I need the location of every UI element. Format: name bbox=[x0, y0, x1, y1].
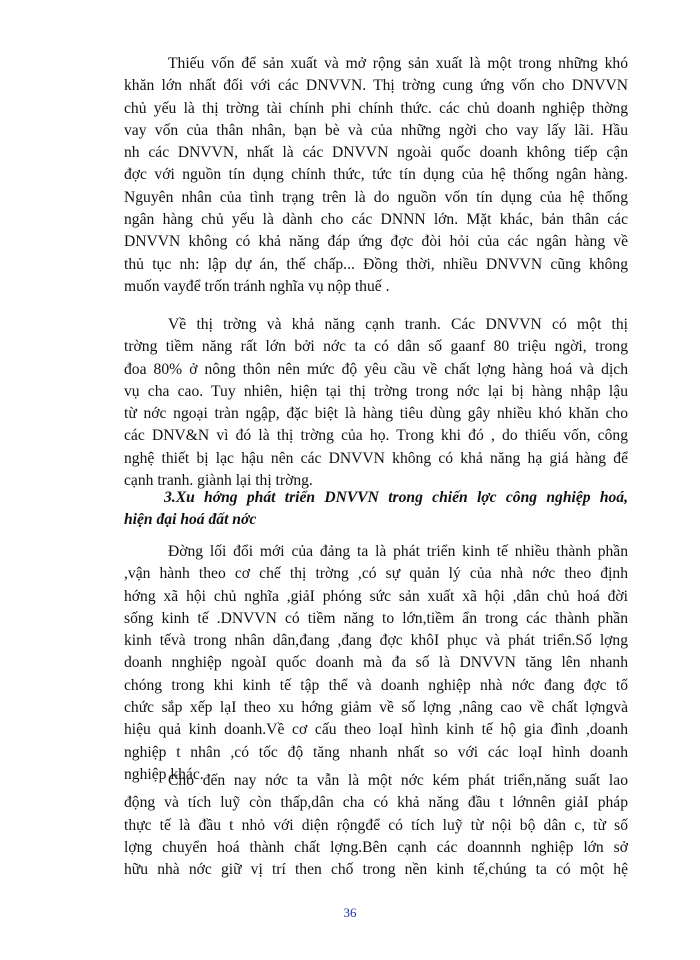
text-line: hữu nhà nớc giữ vị trí then chố trong nền kinh tế,chúng ta có một hệ bbox=[124, 861, 628, 879]
text-line: nghiệp khác. bbox=[124, 765, 204, 783]
text-line: hiệu quả kinh doanh.Về cơ cấu theo loạI hình kinh tế hộ gia đình ,doanh bbox=[124, 721, 628, 739]
text-line: các DNV&N vì đó là thị trờng của họ. Trong khi đó , do thiếu vốn, công bbox=[124, 427, 628, 445]
text-line: doanh nnghiệp ngoàI quốc doanh mà đa số là DNVVN tăng lên nhanh bbox=[124, 654, 628, 672]
text-line: vay vốn của thân nhân, bạn bè và của những ngời cho vay lấy lãi. Hầu bbox=[124, 121, 628, 139]
page-number: 36 bbox=[343, 905, 357, 920]
text-line: ngân hàng chủ yếu là dành cho các DNNN lớn. Mặt khác, bản thân các bbox=[124, 211, 628, 229]
text-line: động và tích luỹ còn thấp,dân cha có khả năng đầu t lớnnên giảI pháp bbox=[124, 794, 628, 812]
text-line: vụ cha cao. Tuy nhiên, hiện tại thị trờng trong nớc lại bị hàng nhập lậu bbox=[124, 382, 628, 400]
paragraph-renovation-policy bbox=[124, 541, 628, 786]
heading-line: hiện đại hoá đất nớc bbox=[124, 511, 257, 529]
text-line: kinh tếvà trong nhân dân,đang ,đang đợc khôI phục và phát triển.Số lợng bbox=[124, 632, 628, 650]
text-line: lợng chuyển hoá thành chất lợng.Bên cạnh các doannnh nghiệp lớn sở bbox=[124, 838, 628, 856]
text-line: thực tế là đầu t nhỏ với diện rộngđể có tích luỹ từ nội bộ dân c, từ số bbox=[124, 816, 628, 834]
heading-line: 3.Xu hớng phát triển DNVVN trong chiến lợc công nghiệp hoá, bbox=[164, 489, 628, 506]
text-line: Thiếu vốn để sản xuất và mở rộng sản xuất là một trong những khó bbox=[168, 55, 628, 72]
text-line: đợc với nguồn tín dụng chính thức, tức tín dụng của hệ thống ngân hàng. bbox=[124, 166, 628, 184]
text-line: cạnh tranh. giành lại thị trờng. bbox=[124, 472, 313, 490]
text-line: muốn vayđể trốn tránh nghĩa vụ nộp thuế . bbox=[124, 277, 390, 295]
text-line: thủ tục nh: lập dự án, thế chấp... Đồng thời, nhiều DNVVN cũng không bbox=[124, 255, 628, 273]
text-line: nghệ thiết bị lạc hậu nên các DNVVN không có khả năng hạ giá hàng để bbox=[124, 449, 628, 467]
text-line: nh các DNVVN, nhất là các DNVVN ngoài quốc doanh không tiếp cận bbox=[124, 144, 628, 162]
text-line: từ nớc ngoại tràn ngập, đặc biệt là hàng tiêu dùng gây nhiều khó khăn cho bbox=[124, 405, 628, 423]
paragraph-capital-shortage bbox=[124, 53, 628, 298]
text-line: nghiệp t nhân ,có tốc độ tăng nhanh nhất so với các loạI hình doanh bbox=[124, 743, 628, 761]
text-line: Nguyên nhân của tình trạng trên là do nguồn vốn tín dụng của hệ thống bbox=[124, 188, 628, 206]
text-line: ,vận hành theo cơ chế thị trờng ,có sự quản lý của nhà nớc theo định bbox=[124, 565, 628, 583]
paragraph-development-status bbox=[124, 770, 628, 881]
paragraph-market-competition bbox=[124, 314, 628, 492]
text-line: trờng tiềm năng rất lớn bởi nớc ta có dân số gaanf 80 triệu ngời, trong bbox=[124, 338, 628, 356]
section-heading bbox=[124, 487, 628, 532]
text-line: Về thị trờng và khả năng cạnh tranh. Các DNVVN có một thị bbox=[168, 316, 628, 333]
text-line: DNVVN không có khả năng đáp ứng đợc đòi hỏi của các ngân hàng về bbox=[124, 233, 628, 251]
text-line: chức sắp xếp lạI theo xu hớng giảm về số lợng ,nâng cao về chất lợngvà bbox=[124, 699, 628, 717]
text-line: Cho đến nay nớc ta vẫn là một nớc kém phát triển,năng suất lao bbox=[168, 772, 628, 789]
text-line: đoa 80% ở nông thôn nên mức độ yêu cầu về chất lợng hàng hoá và dịch bbox=[124, 360, 628, 378]
text-line: hớng xã hội chủ nghĩa ,giảI phóng sức sản xuất xã hội ,dân chủ hoá đời bbox=[124, 587, 628, 605]
text-line: sống kinh tế .DNVVN có tiềm năng to lớn,tiềm ẩn trong các thành phần bbox=[124, 609, 628, 627]
text-line: khăn lớn nhất đối với các DNVVN. Thị trờng cung ứng vốn cho DNVVN bbox=[124, 77, 628, 95]
text-line: chóng trong khi kinh tế tập thể và doanh nghiệp nhà nớc đang đợc tổ bbox=[124, 676, 628, 694]
text-line: chủ yếu là thị trờng tài chính phi chính thức. các chủ doanh nghiệp thờng bbox=[124, 99, 628, 117]
text-line: Đờng lối đổi mới của đảng ta là phát triển kinh tế nhiều thành phần bbox=[168, 543, 628, 560]
